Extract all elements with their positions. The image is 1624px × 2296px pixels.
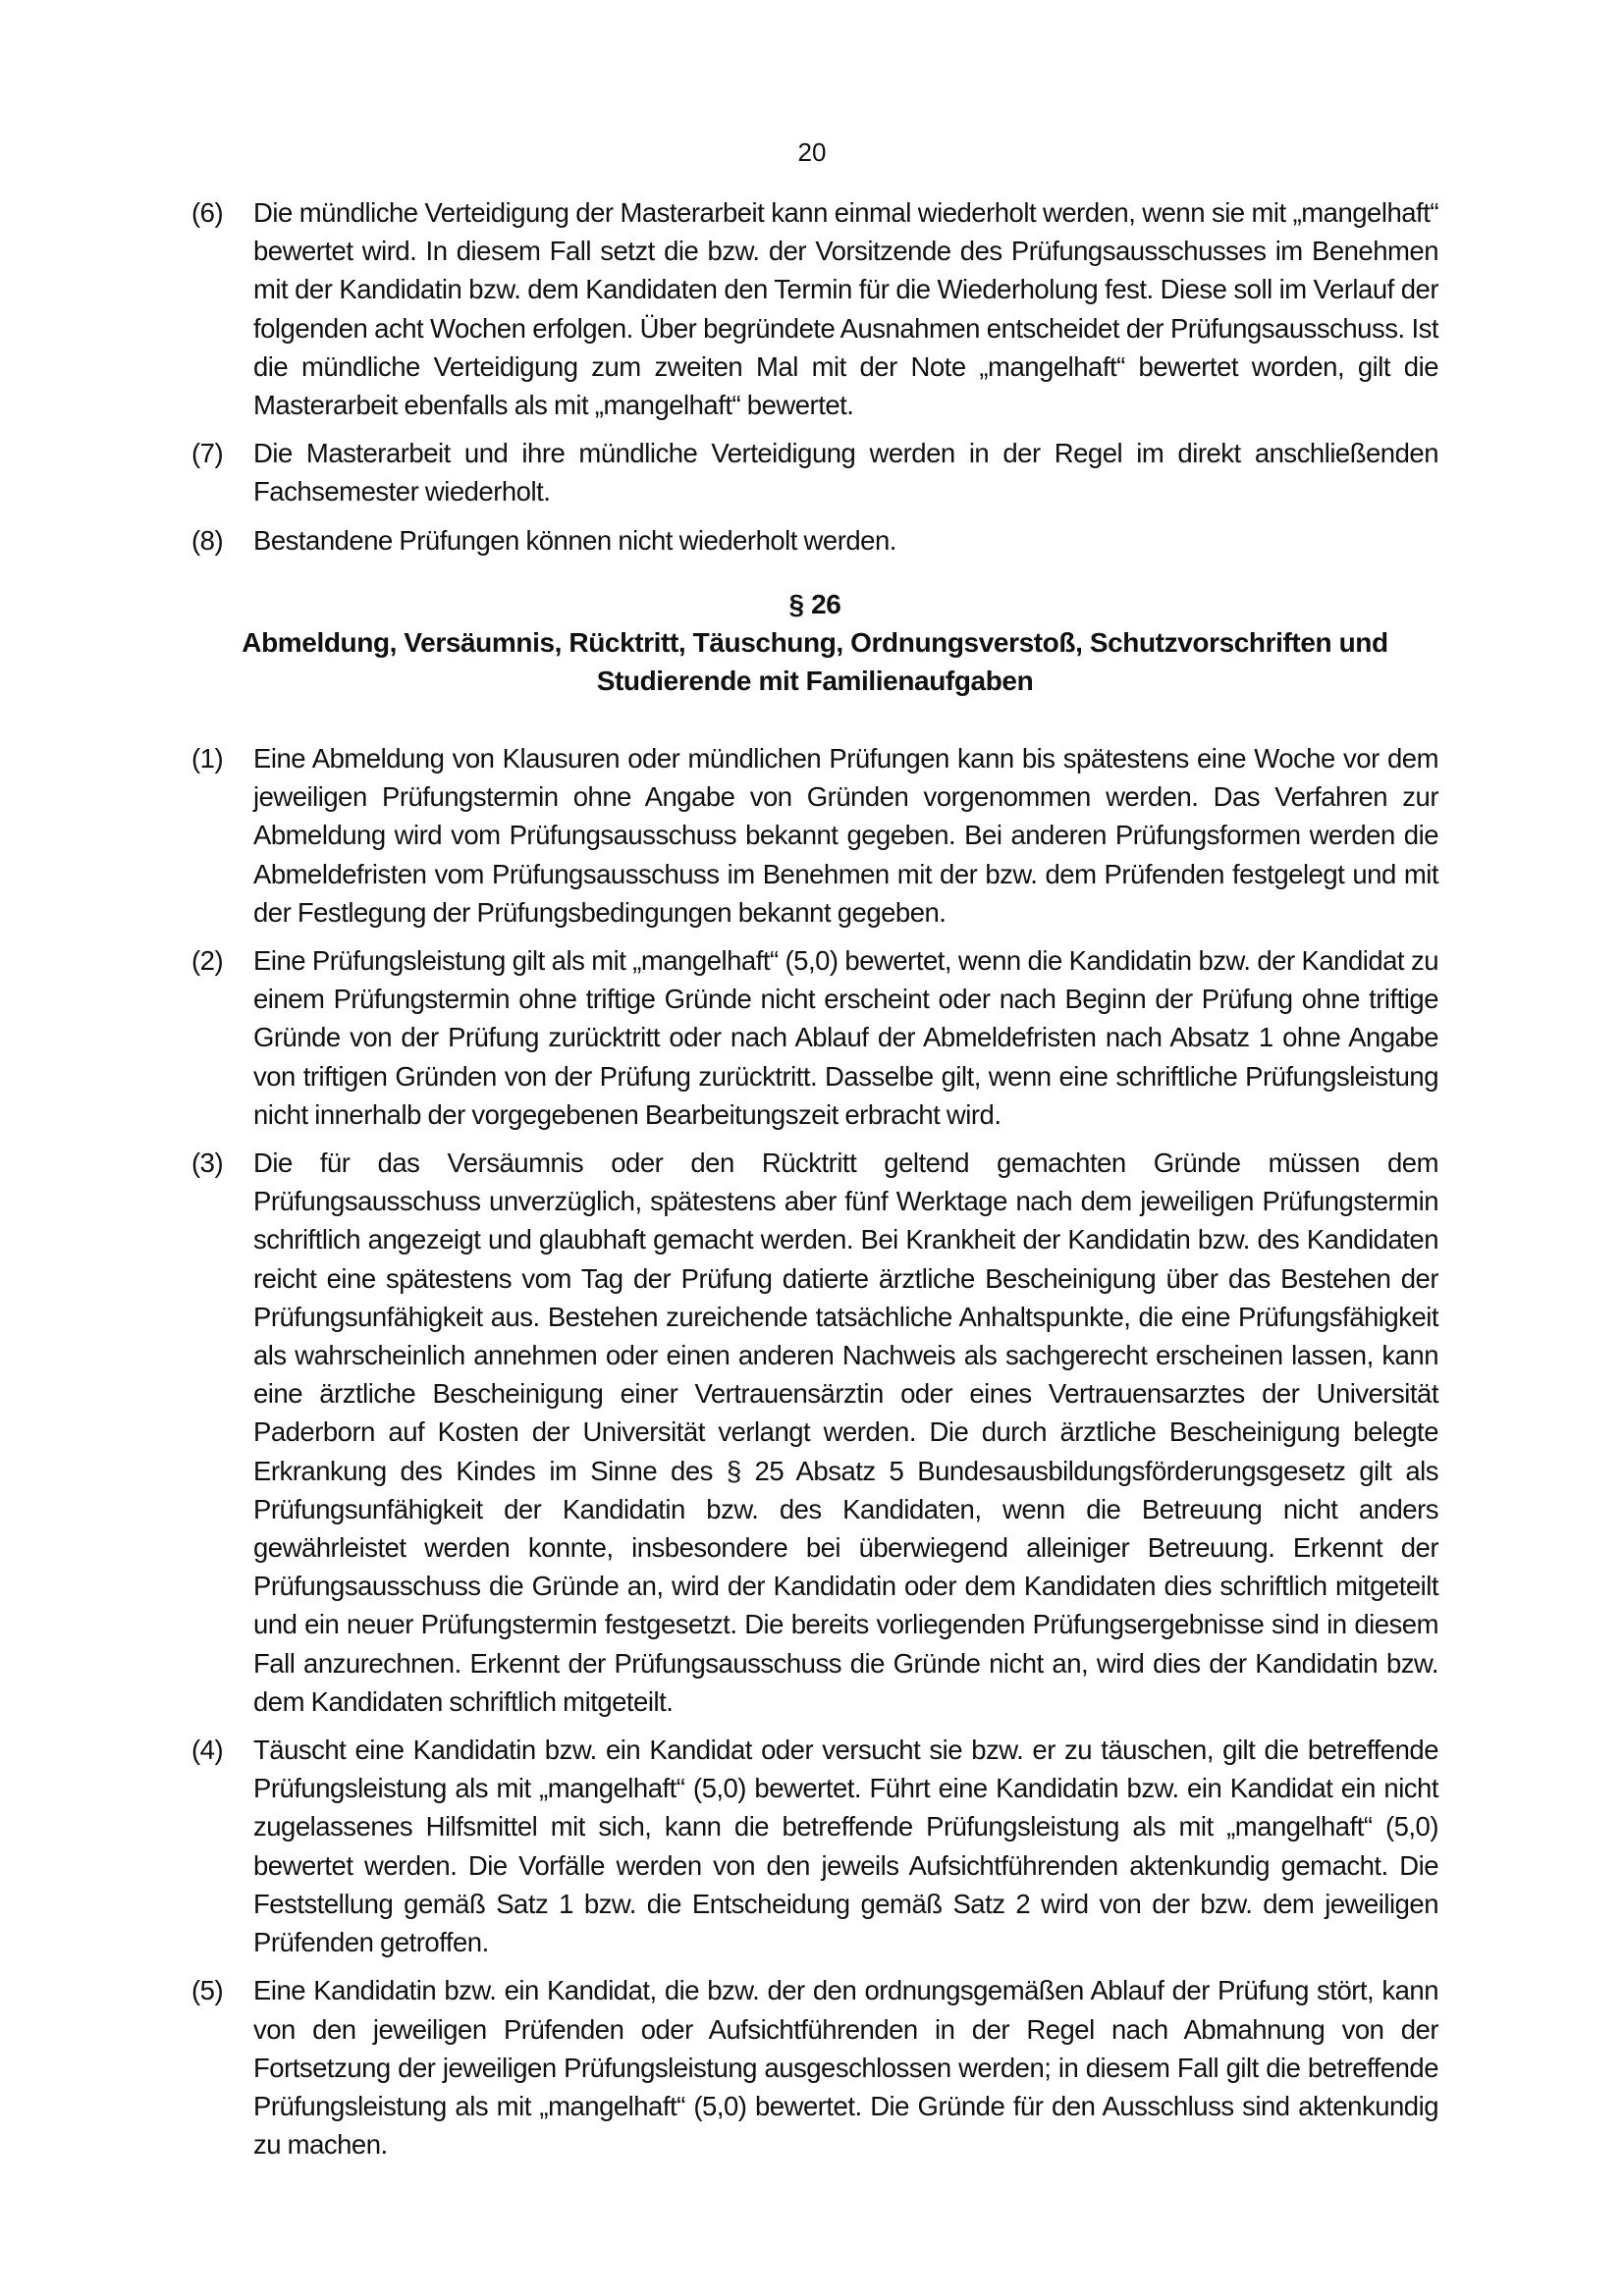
- paragraph-number: (2): [191, 945, 224, 977]
- paragraph-text: Die für das Versäumnis oder den Rücktritt geltend gemachten Gründe müssen dem Prüfungsausschuss unverzüglich, spätestens aber fünf Werktage nach dem jeweiligen Prüfungstermin schriftlich angezeigt und glaubhaft gemacht werden. Bei Krankheit der Kandidatin bzw. des Kandidaten reicht eine spätestens vom Tag der Prüfung datierte ärztliche Bescheinigung über das Bestehen der Prüfungsunfähigkeit aus. Bestehen zureichende tatsächliche Anhaltspunkte, die eine Prüfungsfähigkeit als wahrscheinlich annehmen oder einen anderen Nachweis als sachgerecht erscheinen lassen, kann eine ärztliche Bescheinigung einer Vertrauensärztin oder eines Vertrauensarztes der Universität Paderborn auf Kosten der Universität verlangt werden. Die durch ärztliche Bescheinigung belegte Erkrankung des Kindes im Sinne des § 25 Absatz 5 Bundesausbildungsförderungsgesetz gilt als Prüfungsunfähigkeit der Kandidatin bzw. des Kandidaten, wenn die Betreuung nicht anders gewährleistet werden konnte, insbesondere bei überwiegend alleiniger Betreuung. Erkennt der Prüfungsausschuss die Gründe an, wird der Kandidatin oder dem Kandidaten dies schriftlich mitgeteilt und ein neuer Prüfungstermin festgesetzt. Die bereits vorliegenden Prüfungsergebnisse sind in diesem Fall anzurechnen. Erkennt der Prüfungsausschuss die Gründe nicht an, wird dies der Kandidatin bzw. dem Kandidaten schriftlich mitgeteilt.: [253, 1148, 1438, 1717]
- paragraph-6: [191, 193, 1438, 424]
- section-title-line-2: Studierende mit Familienaufgaben: [596, 666, 1034, 696]
- paragraph-number: (1): [191, 743, 224, 774]
- paragraph-text: Eine Prüfungsleistung gilt als mit „mangelhaft“ (5,0) bewertet, wenn die Kandidatin bzw. der Kandidat zu einem Prüfungstermin ohne triftige Gründe nicht erscheint oder nach Beginn der Prüfung ohne triftige Gründe von der Prüfung zurücktritt oder nach Ablauf der Abmeldefristen nach Absatz 1 ohne Angabe von triftigen Gründen von der Prüfung zurücktritt. Dasselbe gilt, wenn eine schriftliche Prüfungsleistung nicht innerhalb der vorgegebenen Bearbeitungszeit erbracht wird.: [253, 945, 1438, 1130]
- paragraph-text: Täuscht eine Kandidatin bzw. ein Kandidat oder versucht sie bzw. er zu täuschen, gilt die betreffende Prüfungsleistung als mit „mangelhaft“ (5,0) bewertet. Führt eine Kandidatin bzw. ein Kandidat ein nicht zugelassenes Hilfsmittel mit sich, kann die betreffende Prüfungsleistung als mit „mangelhaft“ (5,0) bewertet werden. Die Vorfälle werden von den jeweils Aufsichtführenden aktenkundig gemacht. Die Feststellung gemäß Satz 1 bzw. die Entscheidung gemäß Satz 2 wird von der bzw. dem jeweiligen Prüfenden getroffen.: [253, 1735, 1438, 1958]
- paragraph-7: [191, 434, 1438, 510]
- page-number: 20: [797, 137, 827, 167]
- section-number: § 26: [788, 589, 841, 619]
- paragraph-2: [191, 941, 1438, 1134]
- paragraph-text: Die Masterarbeit und ihre mündliche Verteidigung werden in der Regel im direkt anschließenden Fachsemester wiederholt.: [253, 438, 1438, 507]
- paragraph-text: Bestandene Prüfungen können nicht wiederholt werden.: [253, 524, 896, 556]
- paragraph-number: (6): [191, 197, 224, 228]
- paragraph-number: (8): [191, 524, 224, 556]
- section-26-paragraphs: [191, 739, 1438, 2163]
- paragraph-3: [191, 1144, 1438, 1721]
- paragraph-4: [191, 1731, 1438, 1961]
- paragraph-number: (3): [191, 1148, 224, 1179]
- paragraph-text: Die mündliche Verteidigung der Masterarbeit kann einmal wiederholt werden, wenn sie mit „mangelhaft“ bewertet wird. In diesem Fall setzt die bzw. der Vorsitzende des Prüfungsausschusses im Benehmen mit der Kandidatin bzw. dem Kandidaten den Termin für die Wiederholung fest. Diese soll im Verlauf der folgenden acht Wochen erfolgen. Über begründete Ausnahmen entscheidet der Prüfungsausschuss. Ist die mündliche Verteidigung zum zweiten Mal mit der Note „mangelhaft“ bewertet worden, gilt die Masterarbeit ebenfalls als mit „mangelhaft“ bewertet.: [253, 197, 1438, 421]
- paragraph-number: (4): [191, 1735, 224, 1766]
- paragraph-8: [191, 521, 1438, 560]
- section-top-paragraphs: [191, 193, 1438, 560]
- paragraph-number: (5): [191, 1975, 224, 2006]
- paragraph-number: (7): [191, 438, 224, 469]
- section-title-line-1: Abmeldung, Versäumnis, Rücktritt, Täuschung, Ordnungsverstoß, Schutzvorschriften und: [242, 627, 1388, 658]
- paragraph-text: Eine Kandidatin bzw. ein Kandidat, die bzw. der den ordnungsgemäßen Ablauf der Prüfung stört, kann von den jeweiligen Prüfenden oder Aufsichtführenden in der Regel nach Abmahnung von der Fortsetzung der jeweiligen Prüfungsleistung ausgeschlossen werden; in diesem Fall gilt die betreffende Prüfungsleistung als mit „mangelhaft“ (5,0) bewertet. Die Gründe für den Ausschluss sind aktenkundig zu machen.: [253, 1975, 1438, 2161]
- paragraph-text: Eine Abmeldung von Klausuren oder mündlichen Prüfungen kann bis spätestens eine Woche vor dem jeweiligen Prüfungstermin ohne Angabe von Gründen vorgenommen werden. Das Verfahren zur Abmeldung wird vom Prüfungsausschuss bekannt gegeben. Bei anderen Prüfungsformen werden die Abmeldefristen vom Prüfungsausschuss im Benehmen mit der bzw. dem Prüfenden festgelegt und mit der Festlegung der Prüfungsbedingungen bekannt gegeben.: [253, 743, 1438, 928]
- paragraph-5: [191, 1971, 1438, 2163]
- paragraph-1: [191, 739, 1438, 932]
- section-heading: [191, 585, 1438, 700]
